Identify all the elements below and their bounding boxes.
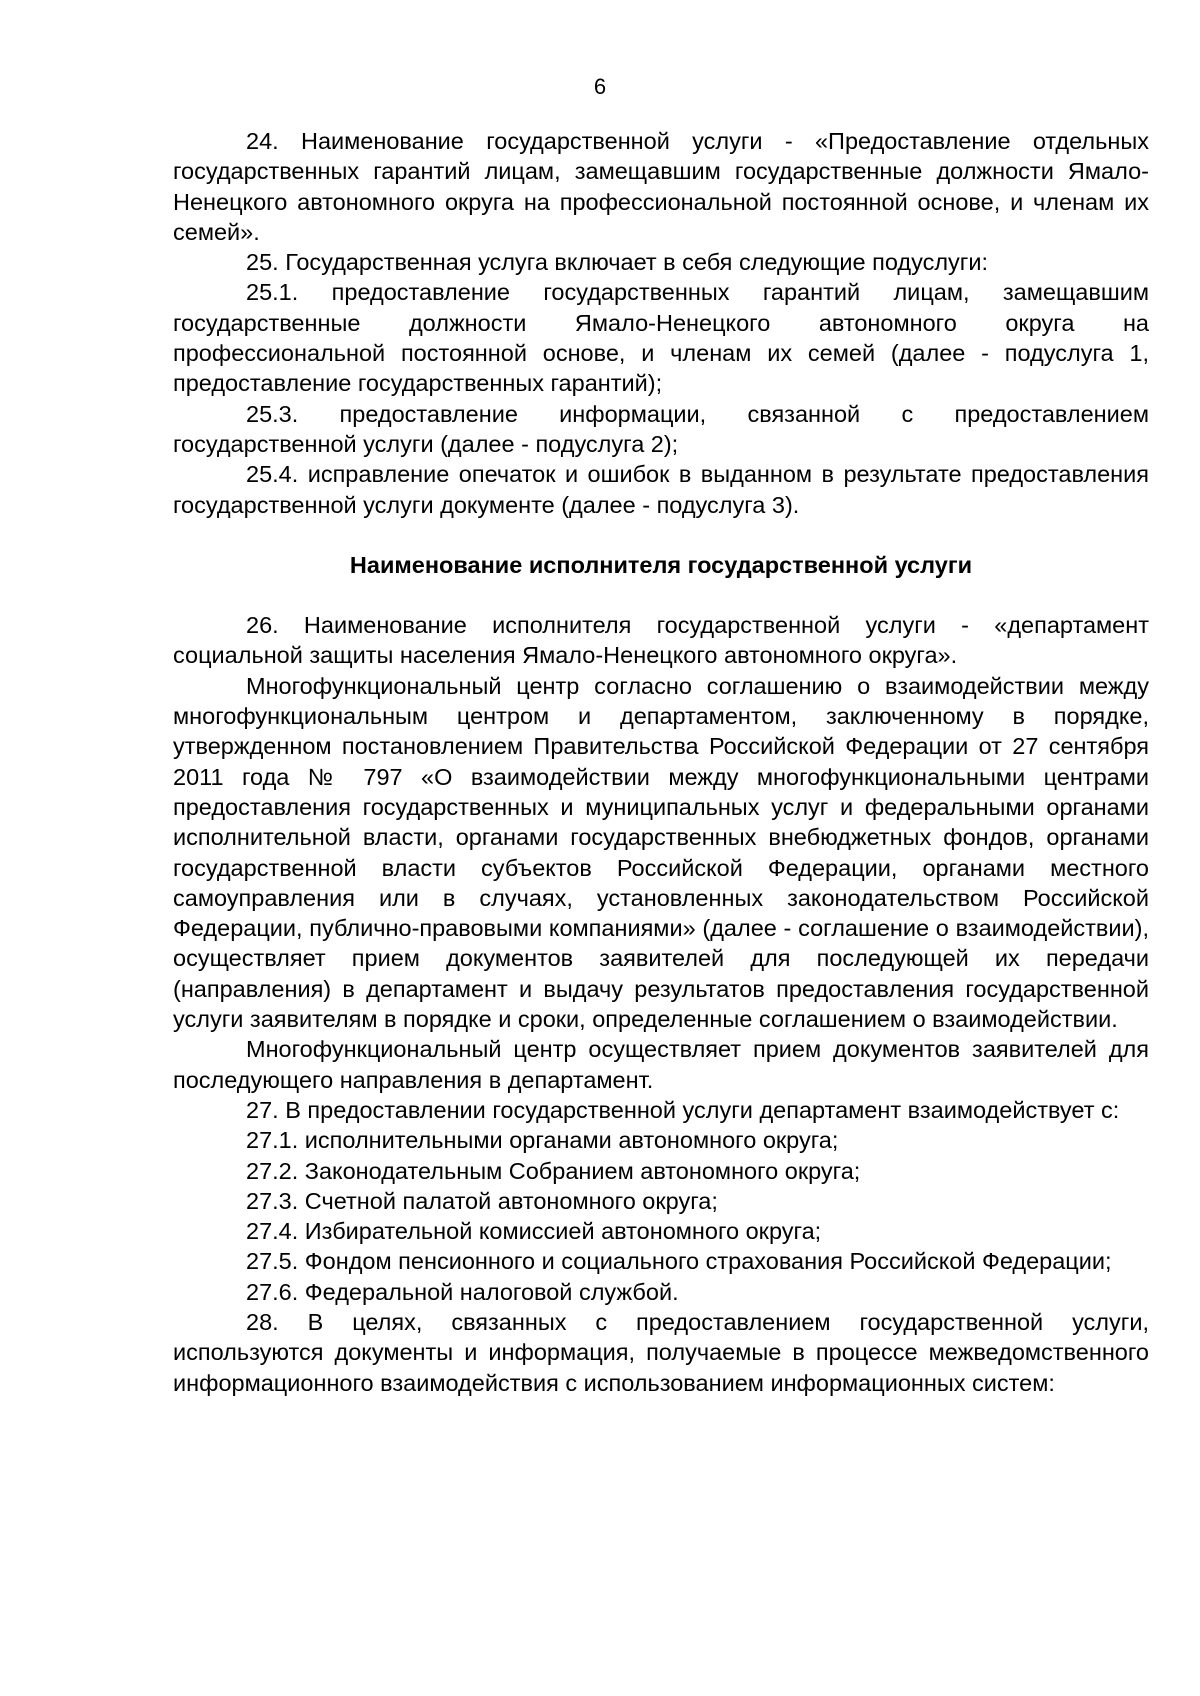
section-heading: Наименование исполнителя государственной услуги bbox=[349, 551, 973, 578]
paragraph-26: 26. Наименование исполнителя государственной услуги - «департамент социальной защиты населения Ямало-Ненецкого автономного округа». bbox=[173, 612, 1149, 669]
paragraph-27-5: 27.5. Фондом пенсионного и социального страхования Российской Федерации; bbox=[246, 1248, 1112, 1275]
document-body bbox=[173, 126, 1149, 1398]
paragraph-27-2: 27.2. Законодательным Собранием автономного округа; bbox=[246, 1157, 861, 1184]
paragraph-27-3: 27.3. Счетной палатой автономного округа; bbox=[246, 1187, 718, 1214]
paragraph-27-6: 27.6. Федеральной налоговой службой. bbox=[246, 1278, 679, 1305]
paragraph-25: 25. Государственная услуга включает в себя следующие подуслуги: bbox=[246, 249, 989, 276]
paragraph-mfc-reception: Многофункциональный центр осуществляет прием документов заявителей для последующего направления в департамент. bbox=[173, 1036, 1149, 1093]
paragraph-25-3: 25.3. предоставление информации, связанной с предоставлением государственной услуги (далее - подуслуга 2); bbox=[173, 400, 1149, 457]
paragraph-mfc-agreement: Многофункциональный центр согласно соглашению о взаимодействии между многофункциональным центром и департаментом, заключенному в порядке, утвержденном постановлением Правительства Российской Федерации от 27 сентября 2011 года № 797 «О взаимодействии между многофункциональными центрами предоставления государственных и муниципальных услуг и федеральными органами исполнительной власти, органами государственных внебюджетных фондов, органами государственной власти субъектов Российской Федерации, органами местного самоуправления или в случаях, установленных законодательством Российской Федерации, публично-правовыми компаниями» (далее - соглашение о взаимодействии), осуществляет прием документов заявителей для последующей их передачи (направления) в департамент и выдачу результатов предоставления государственной услуги заявителям в порядке и сроки, определенные соглашением о взаимодействии. bbox=[173, 672, 1149, 1033]
paragraph-25-1: 25.1. предоставление государственных гарантий лицам, замещавшим государственные должности Ямало-Ненецкого автономного округа на профессиональной постоянной основе, и членам их семей (далее - подуслуга 1, предоставление государственных гарантий); bbox=[173, 279, 1149, 397]
paragraph-28: 28. В целях, связанных с предоставлением государственной услуги, используются документы и информация, получаемые в процессе межведомственного информационного взаимодействия с использованием информационных систем: bbox=[173, 1308, 1149, 1396]
paragraph-27-4: 27.4. Избирательной комиссией автономного округа; bbox=[246, 1218, 822, 1245]
paragraph-27-1: 27.1. исполнительными органами автономного округа; bbox=[246, 1127, 839, 1154]
paragraph-25-4: 25.4. исправление опечаток и ошибок в выданном в результате предоставления государственной услуги документе (далее - подуслуга 3). bbox=[173, 461, 1149, 518]
paragraph-24: 24. Наименование государственной услуги - «Предоставление отдельных государственных гарантий лицам, замещавшим государственные должности Ямало-Ненецкого автономного округа на профессиональной постоянной основе, и членам их семей». bbox=[173, 128, 1149, 245]
page-number: 6 bbox=[593, 74, 607, 99]
paragraph-27: 27. В предоставлении государственной услуги департамент взаимодействует с: bbox=[246, 1096, 1120, 1123]
